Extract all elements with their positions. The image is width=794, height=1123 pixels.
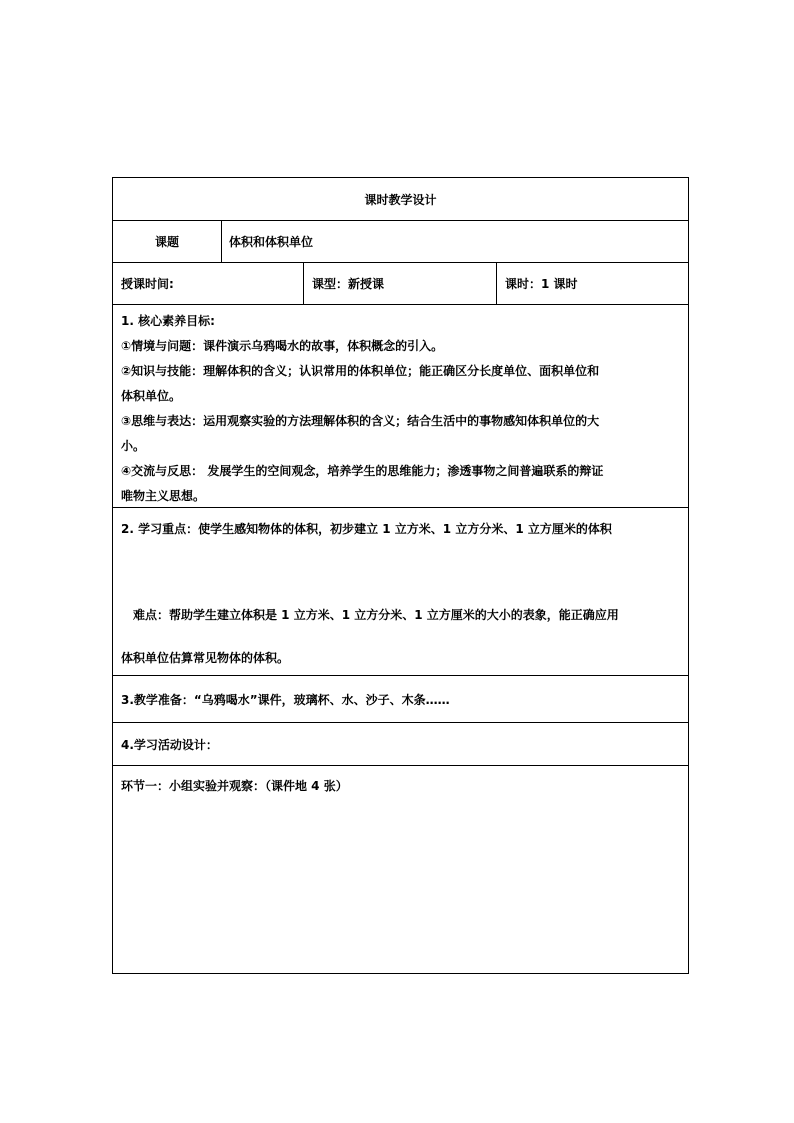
step-row: [113, 766, 688, 973]
topic-row: [113, 221, 688, 263]
step-one: 环节一：小组实验并观察：（课件地 4 张）: [121, 779, 348, 793]
info-row: [113, 263, 688, 305]
goals-heading: 1. 核心素养目标:: [121, 314, 215, 328]
goal-line: 小。: [121, 439, 146, 453]
lesson-design-table: [112, 177, 689, 974]
goals-row: [113, 305, 688, 508]
prep-row: [113, 676, 688, 723]
goal-line: ③思维与表达：运用观察实验的方法理解体积的含义；结合生活中的事物感知体积单位的大: [121, 414, 600, 428]
focus-row: [113, 508, 688, 676]
teaching-time-label: 授课时间:: [113, 263, 304, 304]
activity-heading: 4.学习活动设计：: [121, 737, 218, 752]
difficulty-line: 难点：帮助学生建立体积是 1 立方米、1 立方分米、1 立方厘米的大小的表象，能正确应用: [133, 608, 619, 622]
topic-label: 课题: [113, 221, 222, 262]
goal-line: ④交流与反思： 发展学生的空间观念，培养学生的思维能力；渗透事物之间普遍联系的辩证: [121, 464, 604, 478]
lesson-period-label: 课时：1 课时: [505, 277, 578, 291]
goal-line: 体积单位。: [121, 389, 182, 403]
teaching-prep: 3.教学准备：“乌鸦喝水”课件，玻璃杯、水、沙子、木条……: [121, 692, 450, 707]
goal-line: ②知识与技能：理解体积的含义；认识常用的体积单位；能正确区分长度单位、面积单位和: [121, 364, 600, 378]
difficulty-line: 体积单位估算常见物体的体积。: [121, 651, 290, 665]
title-row: [113, 178, 688, 221]
goal-line: 唯物主义思想。: [121, 489, 206, 503]
topic-value: 体积和体积单位: [229, 235, 314, 249]
goal-line: ①情境与问题：课件演示乌鸦喝水的故事，体积概念的引入。: [121, 339, 444, 353]
lesson-type-label: 课型：新授课: [304, 263, 497, 304]
table-title: 课时教学设计: [364, 192, 437, 207]
key-point: 2. 学习重点：使学生感知物体的体积，初步建立 1 立方米、1 立方分米、1 立方厘米的体积: [121, 522, 612, 536]
activity-heading-row: [113, 723, 688, 766]
